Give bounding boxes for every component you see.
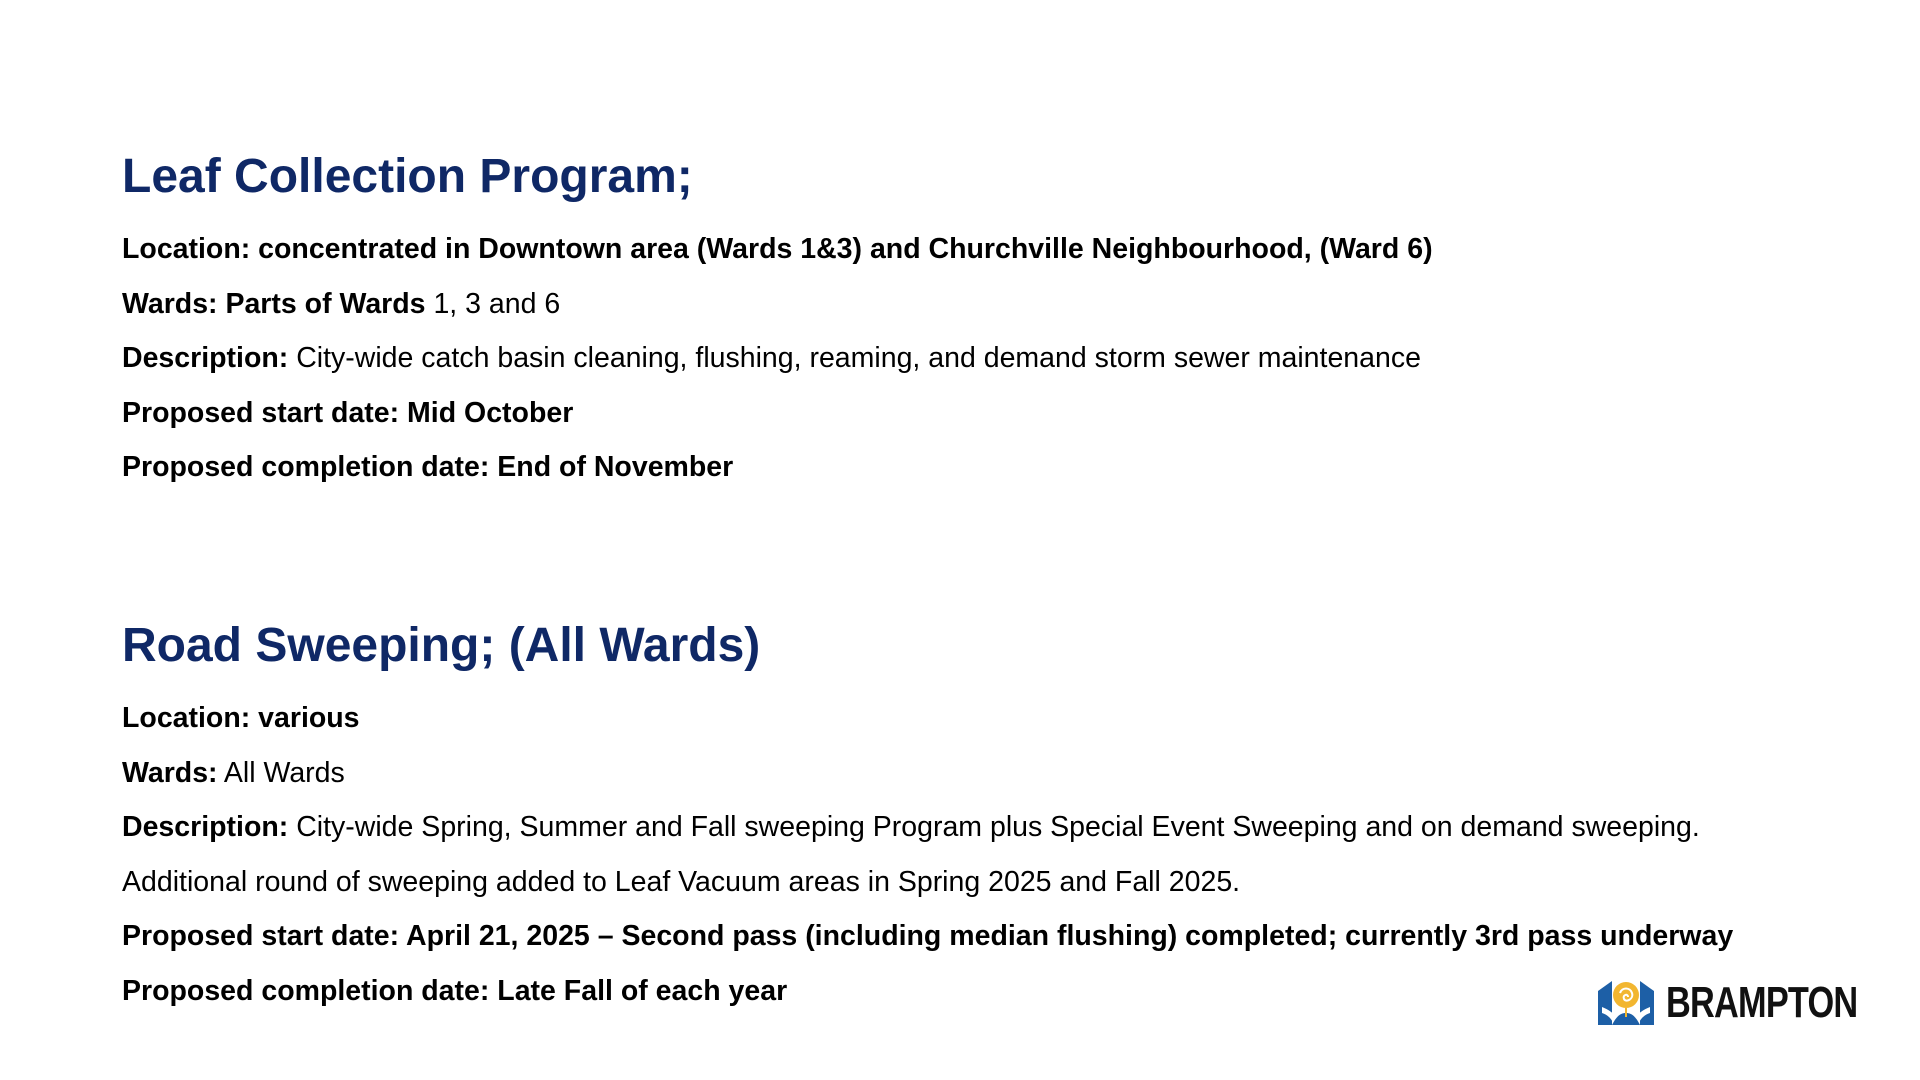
- road-sweeping-section: [122, 615, 1733, 1018]
- sweeping-description-label: Description:: [122, 811, 289, 843]
- sweeping-wards: [122, 746, 1733, 801]
- sweeping-location: Location: various: [122, 702, 360, 734]
- leaf-location: Location: concentrated in Downtown area (Wards 1&3) and Churchville Neighbourhood, (Ward 6): [122, 233, 1433, 265]
- brampton-flower-icon: [1598, 977, 1654, 1029]
- sweeping-start-date: Proposed start date: April 21, 2025 – Second pass (including median flushing) completed; currently 3rd pass underway: [122, 920, 1734, 952]
- leaf-description-value: City-wide catch basin cleaning, flushing, reaming, and demand storm sewer maintenance: [288, 342, 1421, 374]
- leaf-collection-section: [122, 146, 1433, 495]
- brampton-logo: [1598, 975, 1911, 1031]
- leaf-description: [122, 331, 1433, 386]
- sweeping-wards-label: Wards:: [122, 756, 218, 789]
- leaf-completion-date: Proposed completion date: End of November: [122, 451, 734, 483]
- leaf-wards-value: 1, 3 and 6: [425, 287, 561, 320]
- road-sweeping-title: Road Sweeping; (All Wards): [122, 619, 761, 672]
- brampton-wordmark: BRAMPTON: [1666, 978, 1858, 1027]
- leaf-collection-title: Leaf Collection Program;: [122, 150, 693, 203]
- leaf-description-label: Description:: [122, 342, 289, 374]
- sweeping-description-value: City-wide Spring, Summer and Fall sweeping Program plus Special Event Sweeping and on demand sweeping.: [288, 811, 1700, 843]
- sweeping-completion-date: Proposed completion date: Late Fall of each year: [122, 974, 788, 1007]
- sweeping-wards-value: All Wards: [217, 756, 345, 789]
- leaf-wards-label: Wards: Parts of Wards: [122, 287, 426, 320]
- sweeping-description: [122, 800, 1733, 855]
- sweeping-additional-note: Additional round of sweeping added to Leaf Vacuum areas in Spring 2025 and Fall 2025.: [122, 865, 1241, 898]
- leaf-start-date: Proposed start date: Mid October: [122, 396, 574, 429]
- leaf-wards: [122, 277, 1433, 332]
